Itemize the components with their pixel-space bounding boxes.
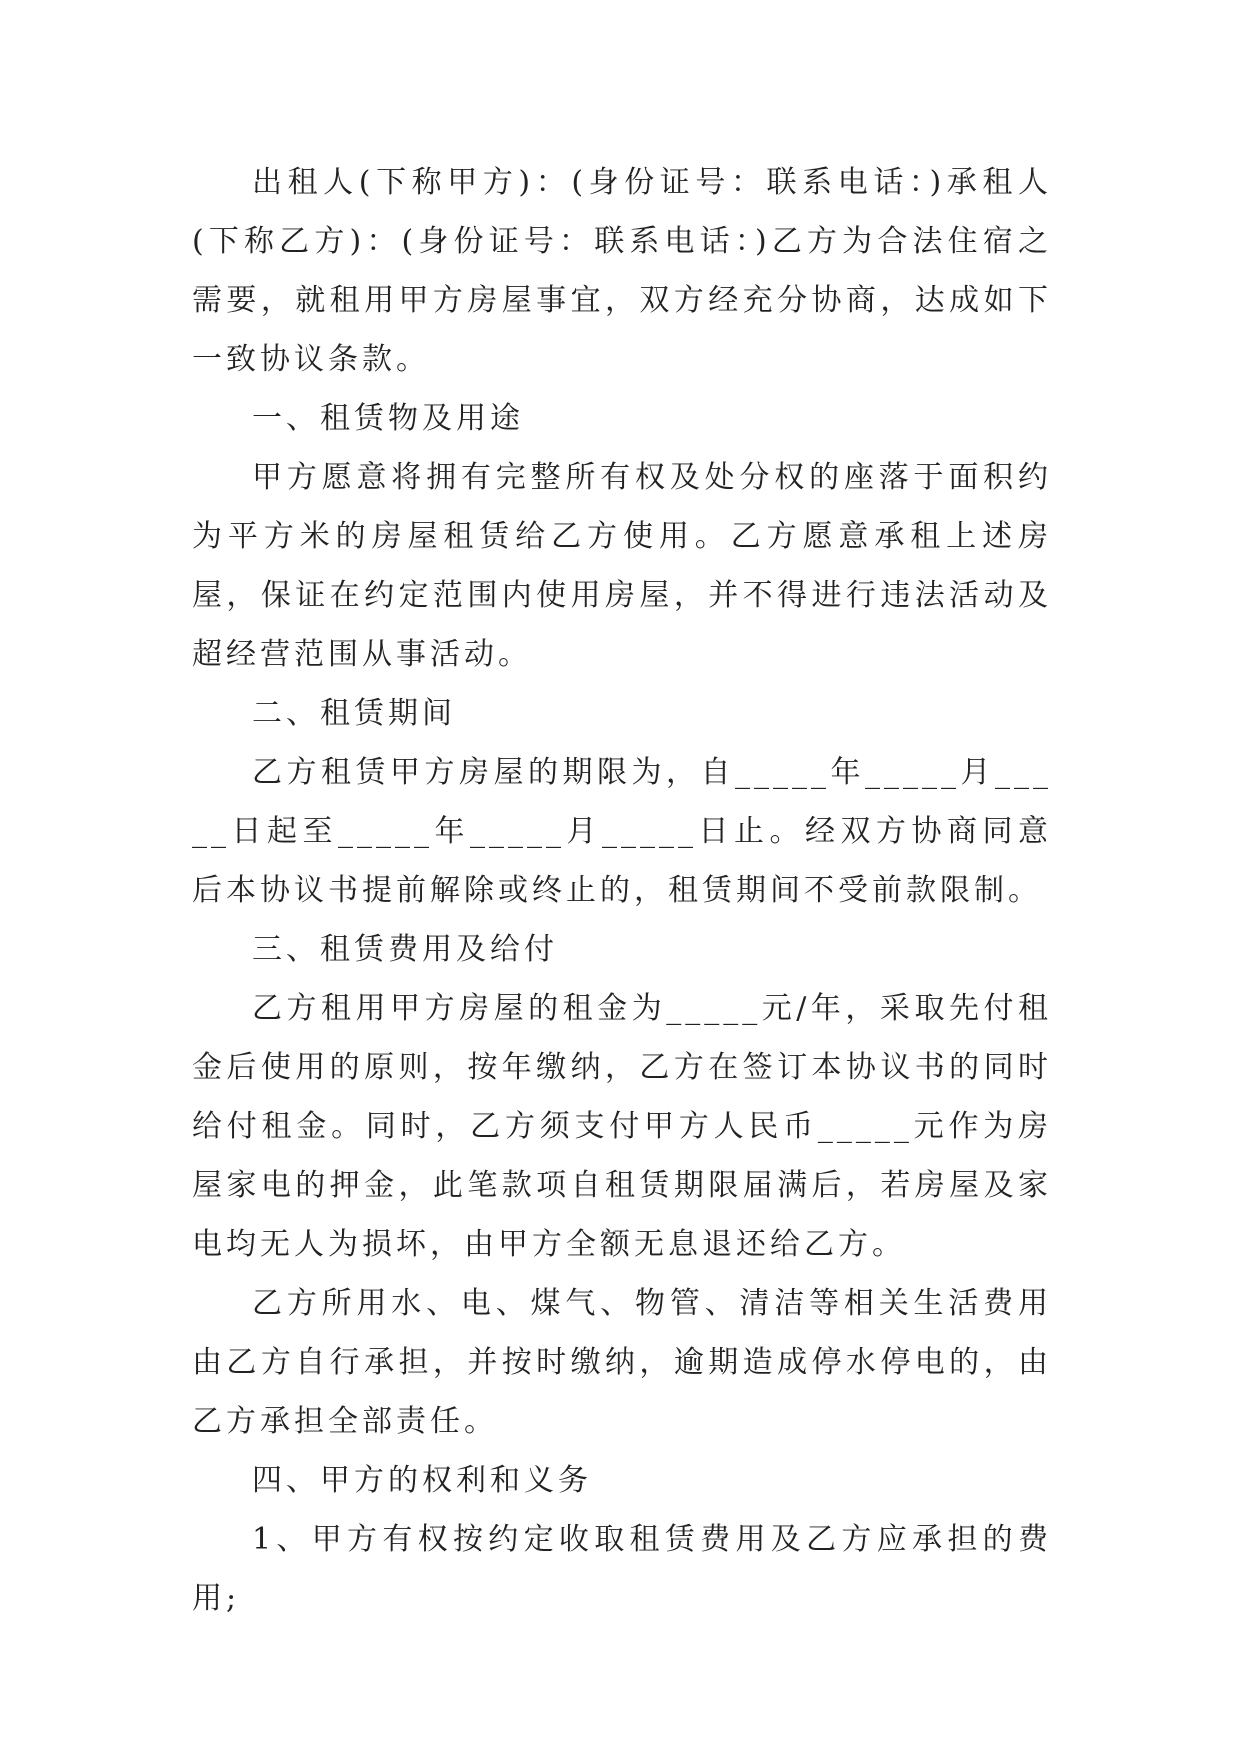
section-heading-3: 三、租赁费用及给付 [252, 932, 558, 967]
section-heading-1: 一、租赁物及用途 [252, 401, 524, 436]
section-3-paragraph-1: 乙方租用甲方房屋的租金为_____元/年，采取先付租金后使用的原则，按年缴纳，乙方在签订本协议书的同时给付租金。同时，乙方须支付甲方人民币_____元作为房屋家电的押金，此笔款项自租赁期限届满后，若房屋及家电均无人为损坏，由甲方全额无息退还给乙方。 [192, 991, 1052, 1262]
section-heading-4: 四、甲方的权利和义务 [252, 1463, 592, 1498]
section-4-item-1: 1、甲方有权按约定收取租赁费用及乙方应承担的费用; [192, 1522, 1052, 1616]
section-3-paragraph-2: 乙方所用水、电、煤气、物管、清洁等相关生活费用由乙方自行承担，并按时缴纳，逾期造成停水停电的，由乙方承担全部责任。 [192, 1286, 1052, 1439]
intro-paragraph: 出租人(下称甲方)：(身份证号：联系电话：)承租人(下称乙方)：(身份证号：联系电话：)乙方为合法住宿之需要，就租用甲方房屋事宜，双方经充分协商，达成如下一致协议条款。 [192, 165, 1052, 377]
section-1-paragraph: 甲方愿意将拥有完整所有权及处分权的座落于面积约为平方米的房屋租赁给乙方使用。乙方愿意承租上述房屋，保证在约定范围内使用房屋，并不得进行违法活动及超经营范围从事活动。 [192, 460, 1052, 672]
section-heading-2: 二、租赁期间 [252, 696, 456, 731]
document-body [192, 153, 1052, 1628]
section-2-paragraph: 乙方租赁甲方房屋的期限为，自_____年_____月_____日起至_____年_____月_____日止。经双方协商同意后本协议书提前解除或终止的，租赁期间不受前款限制。 [192, 755, 1052, 908]
